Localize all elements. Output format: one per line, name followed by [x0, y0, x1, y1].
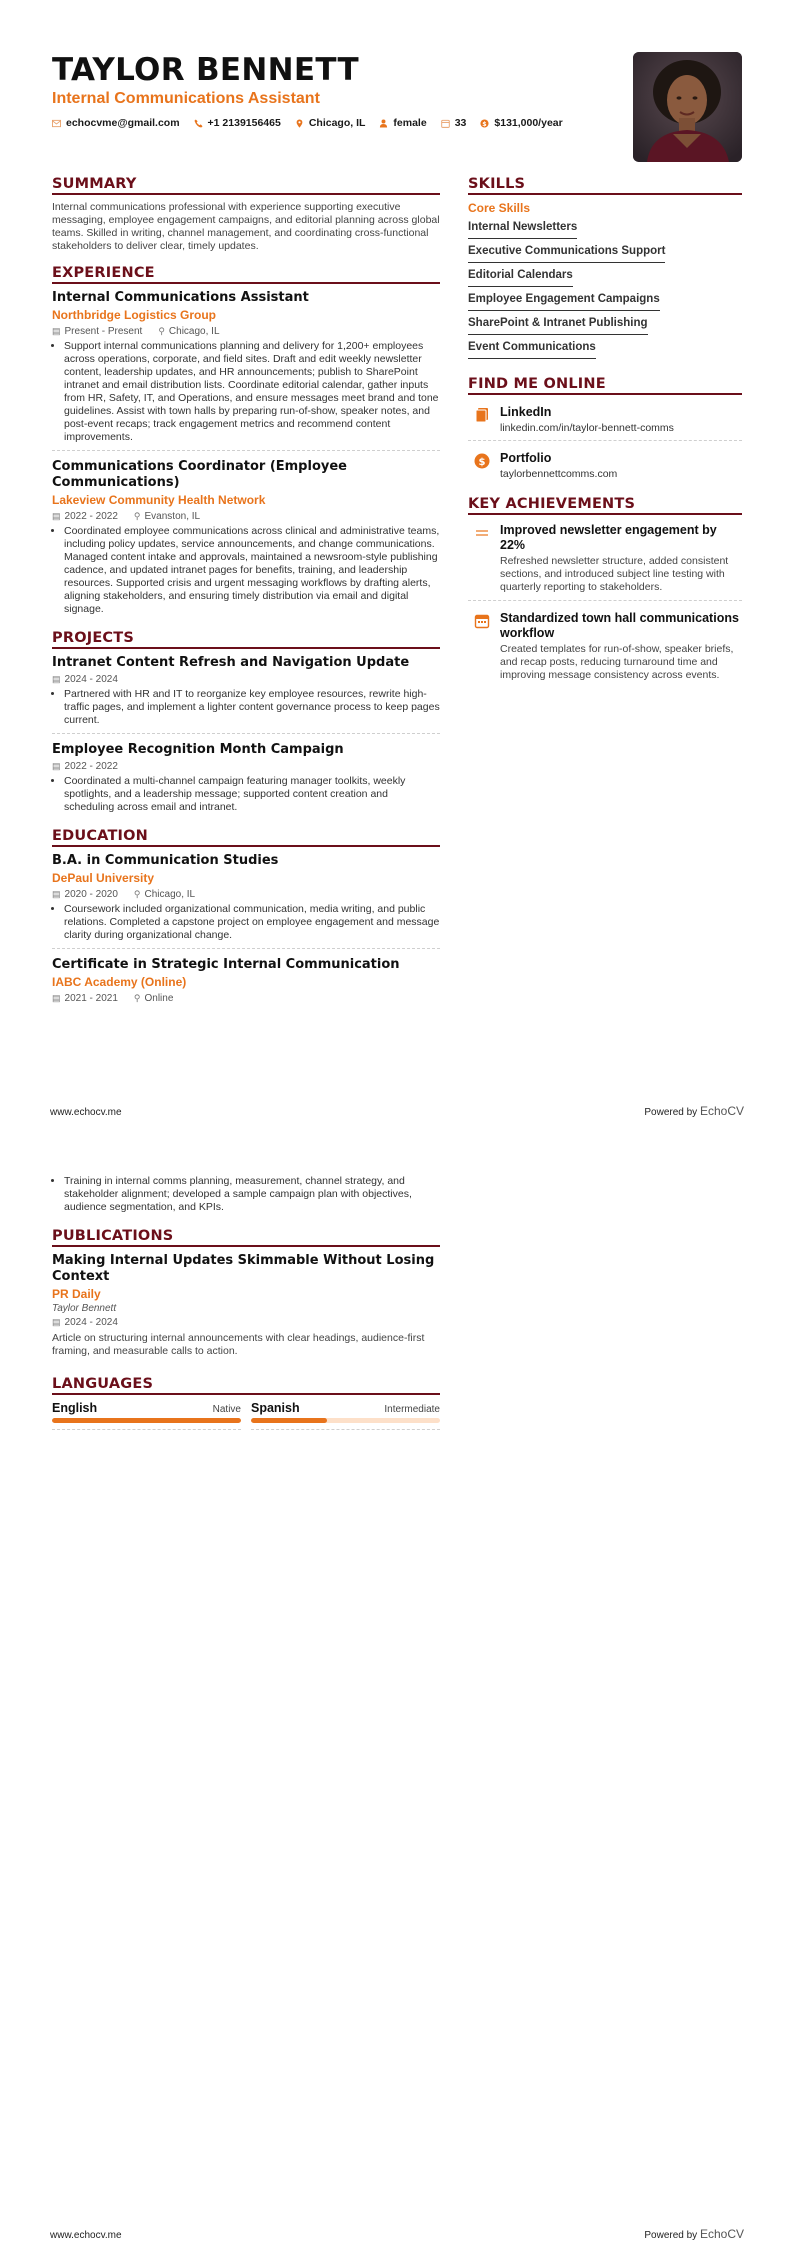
skills-list [468, 218, 742, 362]
publication-text: Article on structuring internal announcements with clear headings, audience-first framing, and measurable calls to action. [52, 1332, 425, 1357]
project-bullets [52, 688, 440, 727]
contact-gender [379, 117, 426, 129]
skill-item: Internal Newsletters [468, 218, 577, 239]
languages-list [52, 1401, 440, 1430]
location-pin-icon: ⚲ [133, 889, 141, 899]
education-heading: EDUCATION [52, 828, 440, 847]
svg-text:$: $ [482, 120, 488, 128]
online-label: LinkedIn [500, 405, 552, 419]
education-bullet: • Coursework included organizational communication, media writing, and public relations. Completed a capstone project on employee engagement and message clarity during organizational change. [64, 903, 440, 942]
skill-item: Event Communications [468, 338, 596, 359]
language-level: Intermediate [384, 1404, 440, 1415]
summary-heading: SUMMARY [52, 176, 440, 195]
language-level: Native [212, 1404, 241, 1415]
language-row [52, 1401, 241, 1415]
footer-site[interactable]: www.echocv.me [50, 1107, 122, 1118]
contact-phone[interactable] [194, 117, 281, 129]
project-title: Employee Recognition Month Campaign [52, 742, 344, 757]
language-item [52, 1401, 241, 1430]
dates-text: 2021 - 2021 [64, 993, 118, 1004]
project-entry [52, 742, 440, 820]
publication-publisher: PR Daily [52, 1287, 101, 1301]
experience-meta [52, 510, 440, 523]
location-pin-icon: ⚲ [133, 993, 141, 1003]
online-link[interactable]: linkedin.com/in/taylor-bennett-comms [500, 422, 674, 434]
experience-dates [52, 510, 118, 523]
experience-meta [52, 325, 440, 338]
education-degree: B.A. in Communication Studies [52, 853, 279, 868]
phone-icon [194, 119, 203, 128]
achievements-heading: KEY ACHIEVEMENTS [468, 496, 742, 515]
location-text: Online [144, 993, 174, 1004]
skill-item: SharePoint & Intranet Publishing [468, 314, 648, 335]
experience-bullets [52, 525, 440, 616]
publication-author: Taylor Bennett [52, 1303, 117, 1314]
contact-location [295, 117, 366, 129]
footer-powered [644, 2227, 744, 2241]
footer-brand: EchoCV [699, 2227, 744, 2241]
online-section [468, 376, 742, 486]
achievement-body [500, 523, 742, 594]
email-icon [52, 119, 61, 128]
contact-email-text: echocvme@gmail.com [66, 117, 180, 129]
right-column [468, 176, 742, 696]
online-item-body [500, 405, 674, 434]
achievement-item [468, 521, 742, 601]
achievement-text: Created templates for run-of-show, speaker briefs, and recap posts, reducing turnaround time and improving message consistency across events. [500, 643, 734, 681]
project-bullet: • Coordinated a multi-channel campaign featuring manager toolkits, weekly spotlights, and a leadership message; supported content creation and scheduling across email and intranet. [64, 775, 440, 814]
language-name: Spanish [251, 1401, 300, 1415]
lines-icon [474, 525, 490, 541]
calendar-icon: ▤ [52, 993, 61, 1003]
project-dates [52, 673, 118, 686]
contact-email[interactable] [52, 117, 180, 129]
dates-text: 2020 - 2020 [64, 889, 118, 900]
education-dates [52, 888, 118, 901]
experience-section [52, 265, 440, 622]
experience-bullet: • Support internal communications planning and delivery for 1,200+ employees across operations, corporate, and field sites. Draft and edit weekly newsletter content, leadership updates, and HR announcements; publish to SharePoint intranet and email distribution lists. Coordinate editorial calendar, gather inputs from HR, Safety, IT, and Operations, and ensure messages meet brand and tone guidelines. Assist with town halls by preparing run-of-show, speaker notes, and post-event recaps; track engagement metrics and recommend content improvements. [64, 340, 440, 444]
publications-heading: PUBLICATIONS [52, 1228, 440, 1247]
location-text: Chicago, IL [144, 889, 196, 900]
achievement-body [500, 611, 742, 682]
profile-photo [633, 52, 742, 162]
experience-title: Internal Communications Assistant [52, 290, 309, 305]
contact-gender-text: female [393, 117, 427, 129]
project-dates [52, 760, 118, 773]
calendar-icon: ▤ [52, 674, 61, 684]
online-item-linkedin[interactable] [468, 401, 742, 441]
skill-item: Editorial Calendars [468, 266, 573, 287]
online-item-body [500, 451, 617, 480]
education-bullets [52, 903, 440, 942]
resume-page-2 [0, 1123, 794, 2246]
projects-section [52, 630, 440, 820]
skills-group-label: Core Skills [468, 201, 531, 215]
experience-company: Northbridge Logistics Group [52, 308, 216, 322]
calendar-icon: ▤ [52, 761, 61, 771]
publication-entry [52, 1253, 440, 1364]
education-entry [52, 853, 440, 949]
education-bullet: • Training in internal comms planning, measurement, channel strategy, and stakeholder alignment; developed a sample campaign plan with objectives, audience segmentation, and KPIs. [64, 1175, 440, 1214]
language-bar [52, 1418, 241, 1423]
language-name: English [52, 1401, 98, 1415]
skill-item: Executive Communications Support [468, 242, 665, 263]
contact-age-text: 33 [454, 117, 467, 129]
contact-phone-text: +1 2139156465 [207, 117, 281, 129]
left-column-continued [52, 1173, 440, 1430]
dates-text: 2024 - 2024 [64, 1317, 118, 1328]
project-bullets [52, 775, 440, 814]
left-column [52, 176, 440, 1019]
experience-entry [52, 290, 440, 451]
experience-title: Communications Coordinator (Employee Communications) [52, 459, 347, 490]
education-location [134, 992, 174, 1005]
experience-heading: EXPERIENCE [52, 265, 440, 284]
education-dates [52, 992, 118, 1005]
location-pin-icon: ⚲ [133, 511, 141, 521]
education-degree: Certificate in Strategic Internal Communication [52, 957, 400, 972]
education-meta [52, 888, 440, 901]
publication-title: Making Internal Updates Skimmable Without Losing Context [52, 1253, 435, 1284]
experience-bullet: • Coordinated employee communications across clinical and administrative teams, including policy updates, service announcements, and change communications. Managed content intake and approvals, maintained a newsroom-style publishing cadence, and updated intranet pages for benefits, training, and leadership resources. Supported crisis and urgent messaging workflows by drafting alerts, aligning stakeholders, and ensuring timely distribution via email and digital signage. [64, 525, 440, 616]
contact-bar [52, 117, 612, 129]
project-meta [52, 673, 440, 686]
project-title: Intranet Content Refresh and Navigation Update [52, 655, 410, 670]
skills-section [468, 176, 742, 362]
education-meta [52, 992, 440, 1005]
footer-powered [644, 1104, 744, 1118]
publication-meta [52, 1316, 440, 1329]
skill-item: Employee Engagement Campaigns [468, 290, 660, 311]
footer-powered-text: Powered by [644, 1107, 698, 1118]
experience-company: Lakeview Community Health Network [52, 493, 266, 507]
calendar-icon: ▤ [52, 1317, 61, 1327]
achievement-text: Refreshed newsletter structure, added consistent sections, and introduced subject line testing with quarterly reporting to stakeholders. [500, 555, 729, 593]
language-bar [251, 1418, 440, 1423]
calendar-icon [474, 613, 490, 629]
experience-location [134, 510, 200, 523]
footer-powered-text: Powered by [644, 2230, 698, 2241]
avatar [633, 52, 742, 162]
education-location [134, 888, 195, 901]
contact-location-text: Chicago, IL [308, 117, 366, 129]
experience-location [158, 325, 219, 338]
document-icon [474, 407, 490, 423]
calendar-icon: ▤ [52, 889, 61, 899]
online-heading: FIND ME ONLINE [468, 376, 742, 395]
dates-text: 2024 - 2024 [64, 674, 118, 685]
project-bullet: • Partnered with HR and IT to reorganize key employee resources, rewrite high-traffic pages, and implement a lighter content governance process to keep pages current. [64, 688, 440, 727]
projects-heading: PROJECTS [52, 630, 440, 649]
achievement-title: Improved newsletter engagement by 22% [500, 523, 717, 552]
calendar-icon [441, 119, 450, 128]
language-row [251, 1401, 440, 1415]
footer-site[interactable]: www.echocv.me [50, 2230, 122, 2241]
contact-salary-text: $131,000/year [494, 117, 563, 129]
calendar-icon: ▤ [52, 511, 61, 521]
dollar-icon [474, 453, 490, 469]
language-bar-fill [251, 1418, 327, 1423]
languages-section [52, 1376, 440, 1430]
education-entry [52, 957, 440, 1011]
dates-text: 2022 - 2022 [64, 511, 118, 522]
project-meta [52, 760, 440, 773]
location-text: Chicago, IL [168, 326, 220, 337]
summary-section [52, 176, 440, 253]
languages-heading: LANGUAGES [52, 1376, 440, 1395]
language-bar-fill [52, 1418, 241, 1423]
experience-dates [52, 325, 142, 338]
calendar-icon: ▤ [52, 326, 61, 336]
footer-brand: EchoCV [699, 1104, 744, 1118]
achievements-section [468, 496, 742, 688]
experience-entry [52, 459, 440, 622]
education-entry-continued [52, 1175, 440, 1220]
online-link[interactable]: taylorbennettcomms.com [500, 468, 618, 480]
experience-bullets [52, 340, 440, 444]
education-bullets [52, 1175, 440, 1214]
person-icon [379, 119, 388, 128]
language-item [251, 1401, 440, 1430]
summary-text: Internal communications professional with experience supporting executive messaging, employee engagement campaigns, and editorial planning across global teams. Skilled in writing, channel management, and coordinating cross-functional stakeholders to deliver clear, timely updates. [52, 201, 440, 252]
online-item-portfolio[interactable] [468, 447, 742, 486]
candidate-title: Internal Communications Assistant [52, 90, 320, 107]
education-section [52, 828, 440, 1011]
online-label: Portfolio [500, 451, 552, 465]
publication-dates [52, 1316, 118, 1329]
achievement-item [468, 609, 742, 688]
skills-heading: SKILLS [468, 176, 742, 195]
education-school: DePaul University [52, 871, 155, 885]
contact-salary [480, 117, 562, 129]
location-pin-icon: ⚲ [158, 326, 165, 336]
project-entry [52, 655, 440, 734]
svg-text:$: $ [478, 457, 486, 468]
page-footer [50, 2227, 744, 2241]
education-school: IABC Academy (Online) [52, 975, 187, 989]
location-pin-icon [295, 119, 304, 128]
achievement-title: Standardized town hall communications workflow [500, 611, 739, 640]
contact-age [441, 117, 467, 129]
page-footer [50, 1104, 744, 1118]
resume-header [52, 52, 612, 129]
dollar-icon [480, 119, 489, 128]
dates-text: 2022 - 2022 [64, 761, 118, 772]
location-text: Evanston, IL [144, 511, 201, 522]
publications-section [52, 1228, 440, 1364]
dates-text: Present - Present [64, 326, 143, 337]
candidate-name: TAYLOR BENNETT [52, 52, 359, 88]
